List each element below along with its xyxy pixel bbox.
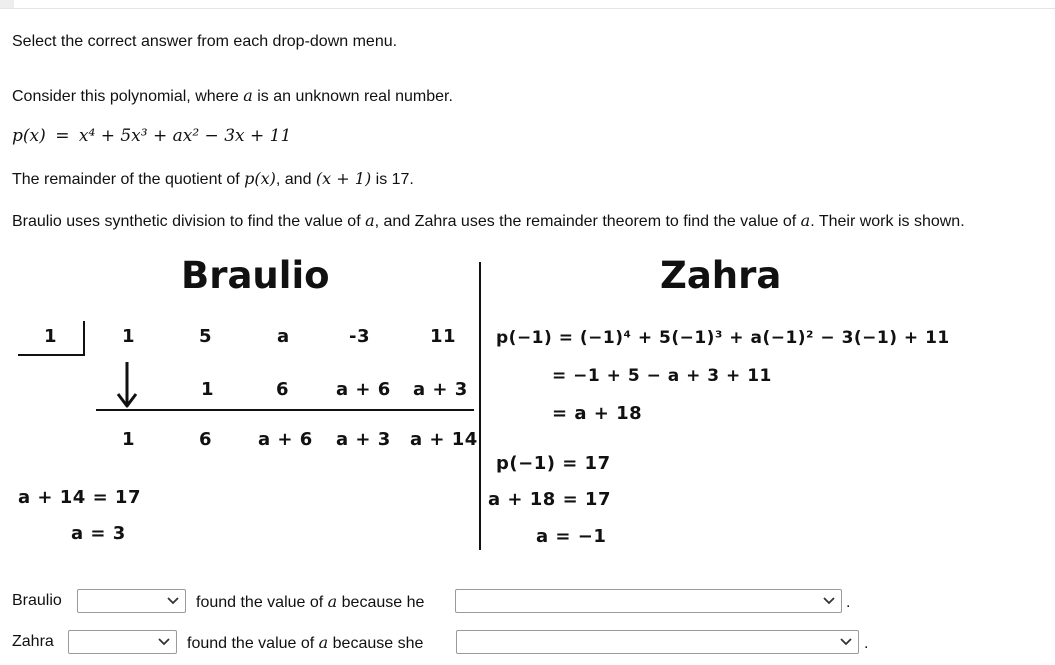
braulio-divisor: 1 <box>44 326 58 347</box>
chevron-down-icon <box>157 634 171 648</box>
answer2-name: Zahra <box>12 633 54 650</box>
braulio-eq2: a = 3 <box>71 523 126 544</box>
zahra-select[interactable] <box>68 630 177 654</box>
row1-c5: 11 <box>430 326 457 347</box>
answer1-name: Braulio <box>12 592 62 609</box>
row1-c2: 5 <box>199 326 213 347</box>
down-arrow-icon <box>116 360 138 410</box>
p-of-x: p(x) <box>244 169 276 188</box>
row1-c3: a <box>277 326 290 347</box>
zahra-reason-select[interactable] <box>456 630 859 654</box>
row3-c2: 6 <box>199 429 213 450</box>
zahra-line2: = −1 + 5 − a + 3 + 11 <box>552 366 772 386</box>
zahra-line4: p(−1) = 17 <box>496 453 611 474</box>
poly-rhs: x⁴ + 5x³ + ax² − 3x + 11 <box>78 126 292 146</box>
chevron-down-icon <box>822 593 836 607</box>
division-sum-line <box>96 409 474 411</box>
division-bracket-bottom <box>18 354 84 356</box>
braulio-title: Braulio <box>181 254 330 297</box>
poly-lhs: p(x) <box>12 126 46 146</box>
chevron-down-icon <box>839 634 853 648</box>
top-tab <box>0 0 14 8</box>
row3-c3: a + 6 <box>258 429 313 450</box>
var-a: a <box>243 86 253 105</box>
answer2-text: found the value of a because she <box>187 633 424 652</box>
work-divider <box>479 262 481 550</box>
chevron-down-icon <box>166 593 180 607</box>
row2-c3: a + 6 <box>336 379 391 400</box>
division-bracket-side <box>83 321 85 356</box>
instruction-text: Select the correct answer from each drop-down menu. <box>12 33 398 50</box>
remainder-text: The remainder of the quotient of p(x), and (x + 1) is 17. <box>12 169 414 188</box>
row3-c4: a + 3 <box>336 429 391 450</box>
zahra-line1: p(−1) = (−1)⁴ + 5(−1)³ + a(−1)² − 3(−1) + 11 <box>496 328 950 348</box>
zahra-line3: = a + 18 <box>552 403 643 424</box>
zahra-title: Zahra <box>660 254 782 297</box>
answer2-period: . <box>864 635 869 652</box>
braulio-select[interactable] <box>77 589 186 613</box>
polynomial <box>12 126 291 146</box>
divisor: (x + 1) <box>315 169 372 188</box>
zahra-line5: a + 18 = 17 <box>488 489 611 510</box>
methods-text: Braulio uses synthetic division to find the value of a, and Zahra uses the remainder theorem to find the value of a. Their work is shown. <box>12 211 965 230</box>
row3-c5: a + 14 <box>410 429 478 450</box>
zahra-line6: a = −1 <box>536 526 607 547</box>
answer1-period: . <box>846 594 851 611</box>
row3-c1: 1 <box>122 429 136 450</box>
row1-c1: 1 <box>122 326 136 347</box>
braulio-reason-select[interactable] <box>455 589 842 613</box>
top-bar <box>0 0 1055 9</box>
row2-c4: a + 3 <box>413 379 468 400</box>
row2-c2: 6 <box>276 379 290 400</box>
braulio-eq1: a + 14 = 17 <box>18 487 141 508</box>
row2-c1: 1 <box>201 379 215 400</box>
row1-c4: -3 <box>349 326 370 347</box>
answer1-text: found the value of a because he <box>196 592 425 611</box>
poly-eq: = <box>55 126 70 146</box>
consider-text: Consider this polynomial, where a is an unknown real number. <box>12 86 453 105</box>
